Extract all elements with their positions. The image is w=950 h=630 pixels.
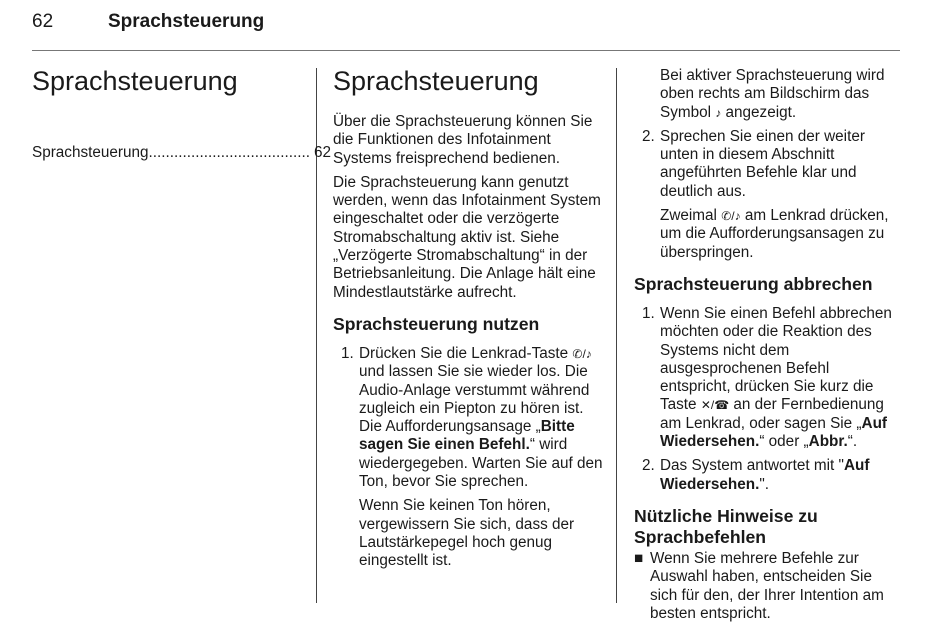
cancel-step-2-text-b: ". <box>759 475 770 493</box>
step-1-text-c: “ wird wiedergegeben. Warten Sie auf den Ton, bevor Sie sprechen. <box>359 436 603 491</box>
active-note-text-end: angezeigt. <box>725 103 797 121</box>
toc-entry-page: 62 <box>314 144 332 161</box>
cancel-step-1-number: 1. <box>642 304 655 322</box>
step-1 <box>333 345 603 491</box>
right-column <box>634 67 902 623</box>
step-1-prompt: Bitte sagen Sie einen Befehl. <box>359 418 575 454</box>
active-note-text: Bei aktiver Sprachsteuerung wird oben rechts am Bildschirm das Symbol <box>660 67 885 121</box>
section-title: Sprachsteuerung <box>333 66 539 96</box>
subheading-cancel: Sprachsteuerung abbrechen <box>634 273 873 294</box>
running-header-title: Sprachsteuerung <box>108 11 265 32</box>
cancel-step-2-text-a: Das System antwortet mit " <box>660 457 844 475</box>
step-2-number: 2. <box>642 127 655 145</box>
cancel-step-2-number: 2. <box>642 457 655 475</box>
cancel-step-1-text-b: an der Fernbedienung am Lenkrad, oder sagen Sie „ <box>660 396 884 432</box>
bullet-marker: ■ <box>634 549 644 567</box>
voice-symbol-icon: ♪ <box>715 105 722 120</box>
mute-hangup-icon: ✕/☎ <box>700 398 730 413</box>
skip-note-text-a: Zweimal <box>660 207 717 225</box>
cancel-command-2: Abbr. <box>808 433 848 451</box>
step-2-text: Sprechen Sie einen der weiter unten in diesem Abschnitt angeführten Befehle klar und deutlich aus. <box>660 127 865 200</box>
cancel-step-1-text-a: Wenn Sie einen Befehl abbrechen möchten oder die Reaktion des Systems nicht dem ausgesprochenen Befehl entspricht, drücken Sie kurz die Taste <box>660 304 892 414</box>
header-divider <box>32 50 900 51</box>
subheading-tips: Nützliche Hinweise zu Sprachbefehlen <box>634 505 818 547</box>
phone-voice-icon: ✆/♪ <box>721 209 741 224</box>
step-1-text-b: und lassen Sie sie wieder los. Die Audio-Anlage verstummt während zugleich ein Piepton zu hören ist. Die Aufforderungsansage „ <box>359 363 590 436</box>
step-1-number: 1. <box>341 344 354 362</box>
main-column <box>333 66 603 571</box>
cancel-step-2-reply: Auf Wiedersehen. <box>660 457 870 493</box>
cancel-step-1-text-c: “ oder „ <box>759 433 809 451</box>
step-1-note: Wenn Sie keinen Ton hören, vergewissern Sie sich, dass der Lautstärkepegel hoch genug eingestellt ist. <box>359 497 575 570</box>
usage-paragraph: Die Sprachsteuerung kann genutzt werden, wenn das Infotainment System eingeschaltet oder die verzögerte Stromabschaltung aktiv ist. Siehe „Verzögerte Stromabschaltung“ in der Betriebsanleitung. Die Anlage hält eine Mindestlautstärke aufrecht. <box>333 173 601 301</box>
step-2 <box>634 128 902 201</box>
step-1-text-a: Drücken Sie die Lenkrad-Taste <box>359 344 569 362</box>
chapter-title: Sprachsteuerung <box>32 66 238 96</box>
page-number: 62 <box>32 11 54 32</box>
toc-entry-dots: ...................................... <box>148 144 311 161</box>
toc-column <box>32 66 332 162</box>
tip-item <box>634 550 902 623</box>
intro-paragraph: Über die Sprachsteuerung können Sie die Funktionen des Infotainment Systems freisprechend bedienen. <box>333 113 593 167</box>
column-divider-right <box>616 68 617 603</box>
phone-voice-icon: ✆/♪ <box>572 346 592 361</box>
skip-note-text-b: am Lenkrad drücken, um die Aufforderungsansagen zu überspringen. <box>660 207 889 261</box>
cancel-command-1: Auf Wiedersehen. <box>660 414 888 451</box>
cancel-step-1-text-d: “. <box>847 433 858 451</box>
toc-entry-label: Sprachsteuerung <box>32 144 149 161</box>
cancel-step-1 <box>634 305 902 451</box>
tip-text: Wenn Sie mehrere Befehle zur Auswahl haben, entscheiden Sie sich für den, der Ihrer Intention am besten entspricht. <box>650 549 884 622</box>
cancel-step-2 <box>634 457 902 494</box>
toc-entry[interactable] <box>32 144 332 162</box>
subheading-use: Sprachsteuerung nutzen <box>333 313 540 334</box>
skip-note <box>634 207 902 262</box>
active-note <box>634 67 902 122</box>
